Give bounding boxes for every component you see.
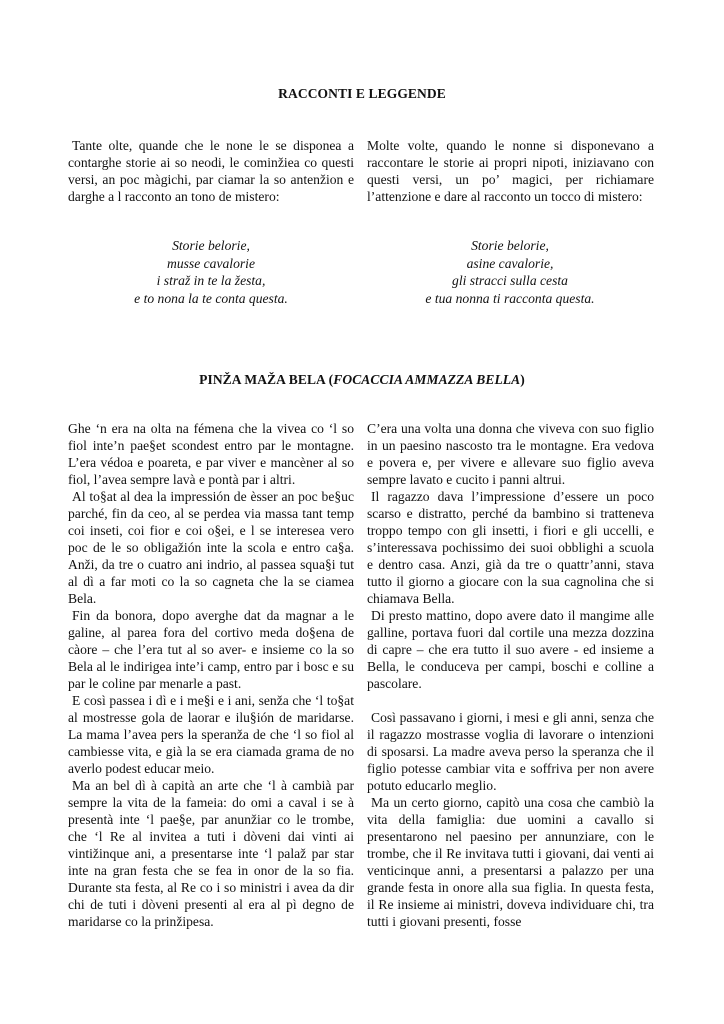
poem-line: asine cavalorie, <box>466 255 554 271</box>
poem-line: e tua nonna ti racconta questa. <box>425 290 595 306</box>
poem-line: i straž in te la žesta, <box>156 273 266 288</box>
story-italian-paragraph: Ma un certo giorno, capitò una cosa che cambiò la vita della famiglia: due uomini a cavallo si presentarono nel paesino per annunziare, con le trombe, che il Re invitava tutti i giovani, dai venti ai venticinque anni, a presentarsi a palazzo per una grande festa in onore alla sua figlia. In questa festa, il Re insieme ai ministri, doveva individuare chi, tra tutti i giovani presenti, fosse <box>367 795 654 929</box>
poem-line: e to nona la te conta questa. <box>134 290 288 306</box>
section-title-racconti: RACCONTI E LEGGENDE <box>278 86 446 101</box>
story-italian-paragraph: Di presto mattino, dopo avere dato il mangime alle galline, portava fuori dal cortile una mezza dozzina di capre – che era tutto il suo avere - ed insieme a Bella, le conduceva per campi, boschi e colline a pascolare. <box>367 608 654 691</box>
poem-line: musse cavalorie <box>167 255 255 271</box>
story-italian-paragraph: C’era una volta una donna che viveva con suo figlio in un paesino nascosto tra le montagne. Era vedova e povera e, per vivere e allevare suo figlio aveva sempre lavato e cucito i panni altrui. <box>367 421 654 487</box>
story-dialect <box>68 420 354 930</box>
story-dialect-paragraph: Fin da bonora, dopo averghe dat da magnar a le galine, al parea fora del cortivo meda do§ena de càore – che l’era tut al so aver- e insieme co la so Bela al le indirigea inte’i camp, entro par i bosc e su par le coline par menarle a past. <box>68 608 354 691</box>
story-italian-paragraph: Il ragazzo dava l’impressione d’essere un poco scarso e distratto, perché da bambino si tratteneva troppo tempo con gli insetti, i fiori e gli uccelli, e s’interessava pochissimo dei suoi obblighi a scuola e dentro casa. Anzi, già da tre o quattr’anni, stava tutto il giorno a giocare con la sua cagnolina che si chiamava Bella. <box>367 489 654 606</box>
poem-line: gli stracci sulla cesta <box>452 273 568 288</box>
story-title-close: ) <box>520 372 525 387</box>
story-title-italian: FOCACCIA AMMAZZA BELLA <box>333 372 521 387</box>
story-dialect-paragraph: E così passea i dì e i me§i e i ani, senža che ‘l to§at al mostresse gola de laorar e ilu§ión de maridarse. La mama l’avea pers la speranža de che ‘l so fiol al cambiesse vita, e già la se era ciamada grama de no averlo podest educar meio. <box>68 693 354 776</box>
intro-italian-text: Molte volte, quando le nonne si disponevano a raccontare le storie ai propri nipoti, iniziavano con questi versi, un po’ magici, per richiamare l’attenzione e dare al racconto un tocco di mistero: <box>367 138 654 204</box>
intro-italian <box>367 137 654 205</box>
story-title <box>0 372 724 388</box>
intro-dialect <box>68 137 354 205</box>
poem-italian <box>367 237 653 307</box>
poem-line: Storie belorie, <box>172 238 250 253</box>
story-italian-paragraph: Così passavano i giorni, i mesi e gli anni, senza che il ragazzo mostrasse voglia di lavorare o intenzioni di sposarsi. La madre aveva perso la speranza che il figlio potesse cambiar vita e soffriva per non avere potuto educarlo meglio. <box>367 710 654 793</box>
poem-line: Storie belorie, <box>471 238 549 253</box>
story-title-main: PINŽA MAŽA BELA ( <box>199 372 334 387</box>
story-italian <box>367 420 654 930</box>
intro-dialect-text: Tante olte, quande che le none le se disponea a contarghe storie ai so neodi, le cominžiea co questi versi, an poc màgichi, par ciamar la so antenžion e darghe a l racconto an tono de mistero: <box>68 138 354 204</box>
story-dialect-paragraph: Ma an bel dì à capità an arte che ‘l à cambià par sempre la vita de la fameia: do omi a caval i se à presentà inte ‘l pae§e, par anunžiar co le trombe, che ‘l Re al invitea a tuti i dòveni dai vinti ai vintižinque ani, a presentarse inte ‘l palaž par star inte na gran festa che se fea in onor de la so fia. Durante sta festa, al Re co i so ministri i avea da dir chi de tuti i dòveni presenti al era al pì degno de maridarse co la prinžipesa. <box>68 778 354 929</box>
poem-dialect <box>68 237 354 307</box>
story-dialect-paragraph: Al to§at al dea la impressión de èsser an poc be§uc parché, fin da ceo, al se perdea via massa tant temp coi inseti, coi fior e coi o§ei, e l se interesea vero poc de le so obligažión inte la scola e entro ca§a. Anži, da tre o cuatro ani indrio, al passea squa§i tut al dì a far moti co la so cagneta che la se ciamea Bela. <box>68 489 354 606</box>
story-dialect-paragraph: Ghe ‘n era na olta na fémena che la vivea co ‘l so fiol inte’n pae§et scondest entro par le montagne. L’era védoa e poareta, e par viver e mancèner al so fiol, l’avea sempre lavà e pontà par i altri. <box>68 421 354 487</box>
blank-line <box>367 692 654 709</box>
